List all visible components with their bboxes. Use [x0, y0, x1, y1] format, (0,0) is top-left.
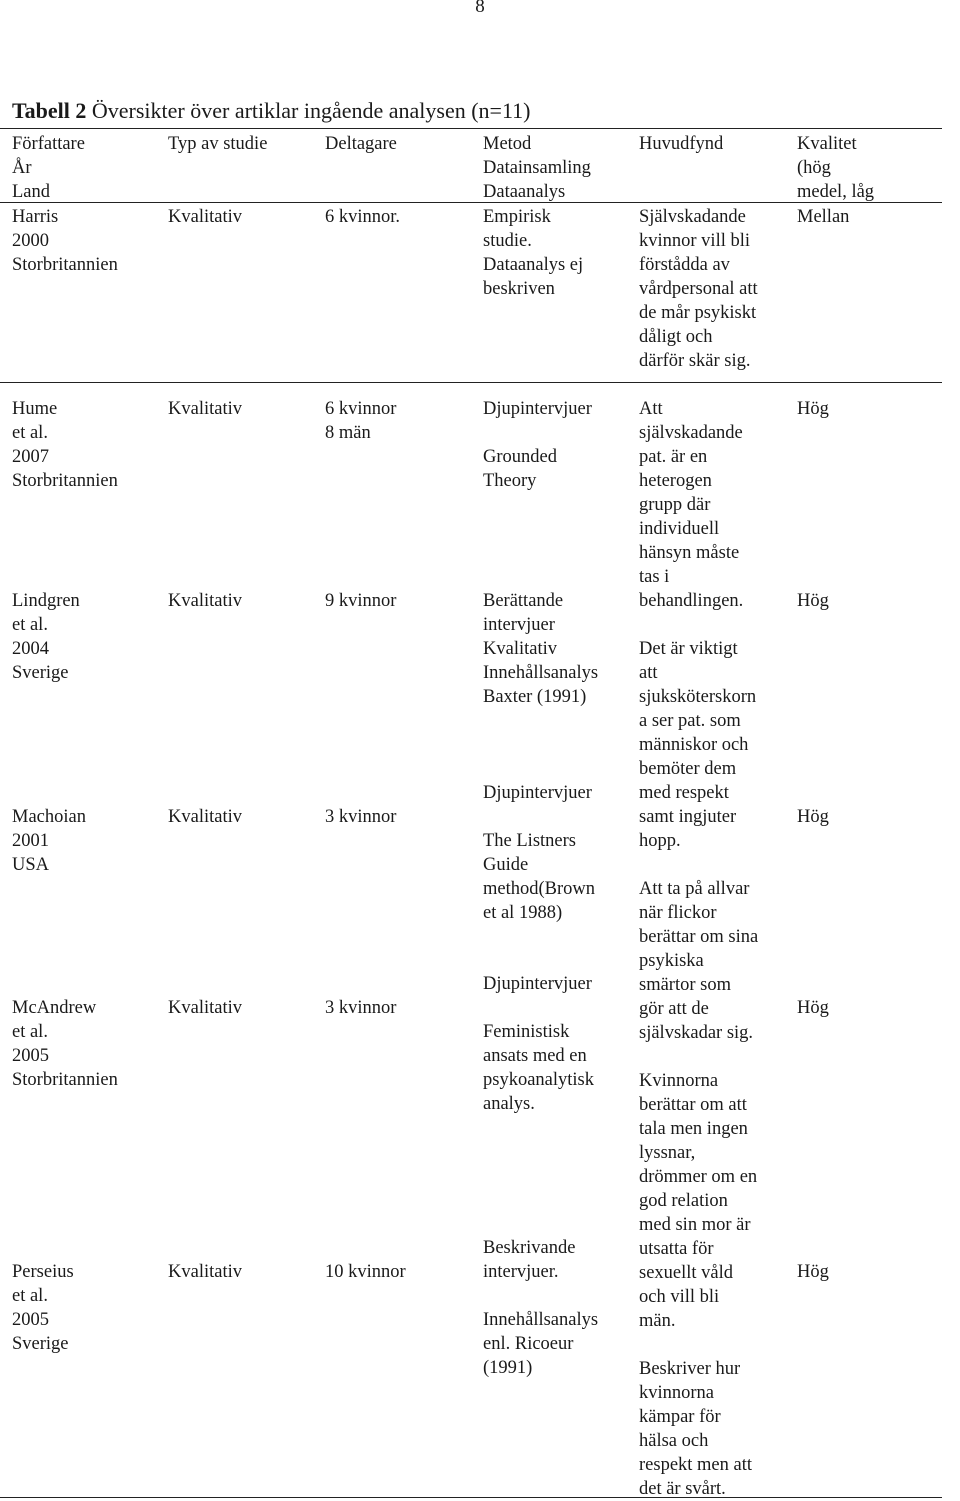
type-mcandrew: Kvalitativ	[168, 998, 242, 1018]
row1-method: Empirisk studie. Dataanalys ej beskriven	[483, 207, 584, 299]
method-machoian: Djupintervjuer The Listners Guide method(Brown et al 1988)	[483, 783, 596, 923]
method-mcandrew: Djupintervjuer Feministisk ansats med en psykoanalytisk analys.	[483, 974, 594, 1114]
table-caption: Översikter över artiklar ingående analysen (n=11)	[86, 98, 531, 123]
quality-lindgren: Hög	[797, 591, 829, 611]
participants-machoian: 3 kvinnor	[325, 807, 397, 827]
type-perseius: Kvalitativ	[168, 1262, 242, 1282]
row1-author: Harris 2000 Storbritannien	[12, 207, 118, 275]
table-title	[12, 98, 530, 124]
author-machoian: Machoian 2001 USA	[12, 807, 86, 875]
findings-column: Att självskadande pat. är en heterogen grupp där individuell hänsyn måste tas i behandlingen. Det är viktigt att sjuksköterskorn a ser pat. som människor och bemöter dem med respekt samt ingjuter hopp. Att ta på allvar när flickor berättar om sina psykiska smärtor som gör att de självskadar sig. Kvinnorna berättar om att tala men ingen lyssnar, drömmer om en god relation med sin mor är utsatta för sexuellt våld och vill bli män. Beskriver hur kvinnorna kämpar för hälsa och respekt men att det är svårt.	[639, 399, 759, 1499]
header-finding: Huvudfynd	[639, 134, 724, 154]
header-type: Typ av studie	[168, 134, 268, 154]
rule-bottom	[0, 1497, 942, 1498]
participants-lindgren: 9 kvinnor	[325, 591, 397, 611]
header-quality: Kvalitet (hög medel, låg	[797, 134, 875, 202]
quality-perseius: Hög	[797, 1262, 829, 1282]
page-number: 8	[475, 0, 485, 17]
author-mcandrew: McAndrew et al. 2005 Storbritannien	[12, 998, 118, 1090]
type-lindgren: Kvalitativ	[168, 591, 242, 611]
row1-finding: Självskadande kvinnor vill bli förstådda av vårdpersonal att de mår psykiskt dåligt och därför skär sig.	[639, 207, 758, 371]
method-perseius: Beskrivande intervjuer. Innehållsanalys enl. Ricoeur (1991)	[483, 1238, 599, 1378]
method-lindgren: Berättande intervjuer Kvalitativ Innehållsanalys Baxter (1991)	[483, 591, 599, 707]
type-hume: Kvalitativ	[168, 399, 242, 419]
row1-participants: 6 kvinnor.	[325, 207, 401, 227]
table-label: Tabell 2	[12, 98, 87, 123]
author-lindgren: Lindgren et al. 2004 Sverige	[12, 591, 80, 683]
quality-machoian: Hög	[797, 807, 829, 827]
participants-hume: 6 kvinnor 8 män	[325, 399, 397, 443]
rule-top	[0, 128, 942, 129]
participants-mcandrew: 3 kvinnor	[325, 998, 397, 1018]
rule-row1	[0, 382, 942, 383]
header-method: Metod Datainsamling Dataanalys	[483, 134, 591, 202]
row1-quality: Mellan	[797, 207, 850, 227]
type-machoian: Kvalitativ	[168, 807, 242, 827]
row1-type: Kvalitativ	[168, 207, 242, 227]
author-perseius: Perseius et al. 2005 Sverige	[12, 1262, 74, 1354]
author-hume: Hume et al. 2007 Storbritannien	[12, 399, 118, 491]
method-hume: Djupintervjuer Grounded Theory	[483, 399, 592, 491]
quality-mcandrew: Hög	[797, 998, 829, 1018]
header-participants: Deltagare	[325, 134, 397, 154]
header-author: Författare År Land	[12, 134, 85, 202]
participants-perseius: 10 kvinnor	[325, 1262, 406, 1282]
quality-hume: Hög	[797, 399, 829, 419]
